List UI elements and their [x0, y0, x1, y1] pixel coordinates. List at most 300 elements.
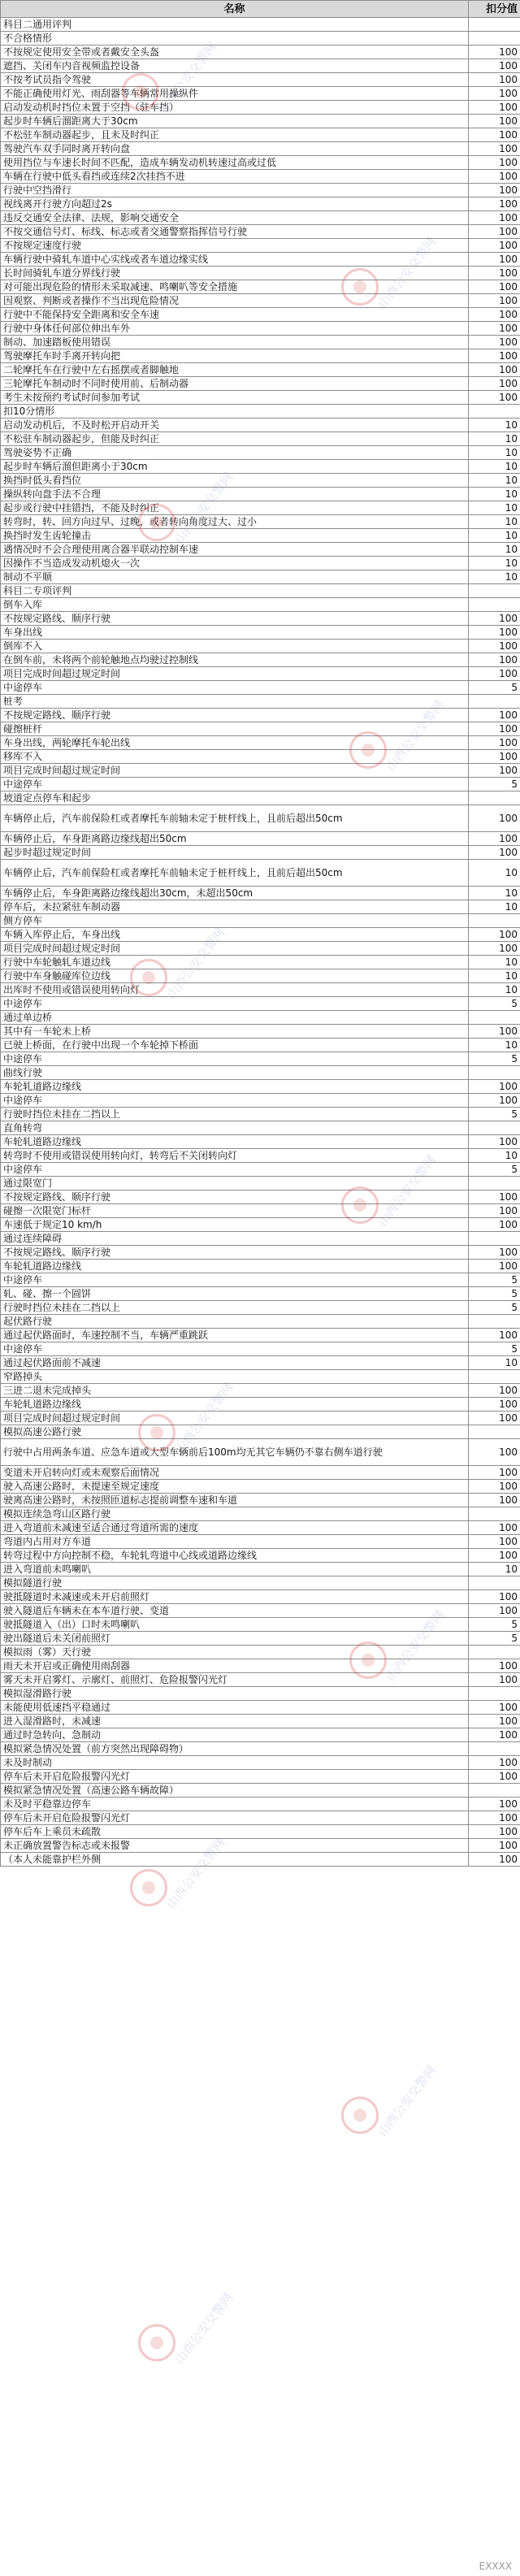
deduction-value: 100	[469, 1853, 520, 1867]
watermark-mark	[341, 2062, 440, 2186]
table-row	[1, 653, 520, 667]
deduction-value: 10	[469, 956, 520, 969]
table-row	[1, 983, 520, 997]
watermark-text: 山西公安交警网	[155, 39, 220, 116]
deduction-value: 100	[469, 1025, 520, 1039]
watermark-text: 山西公安交警网	[383, 1607, 448, 1685]
item-name: 操纵转向盘手法不合理	[1, 488, 469, 501]
deduction-value	[469, 1576, 520, 1590]
item-name: 车轮轧道路边缘线	[1, 1260, 469, 1273]
deduction-value: 100	[469, 184, 520, 197]
deduction-value: 5	[469, 681, 520, 695]
deduction-value: 100	[469, 280, 520, 294]
table-row	[1, 308, 520, 322]
item-name: 中途停车	[1, 1273, 469, 1287]
deduction-value: 100	[469, 1728, 520, 1742]
watermark-text: 山西公安交警网	[163, 1835, 228, 1912]
table-row	[1, 1439, 520, 1466]
deduction-value: 10	[469, 515, 520, 529]
item-name: 进入弯道前未减速至适合通过弯道所需的速度	[1, 1521, 469, 1535]
item-name: 未正确放置警告标志或未报警	[1, 1839, 469, 1853]
table-row	[1, 391, 520, 405]
item-name: 不按规定路线、顺序行驶	[1, 709, 469, 722]
table-row	[1, 101, 520, 115]
item-name: 不松驻车制动器起步，但能及时纠正	[1, 432, 469, 446]
section-title: 侧方停车	[1, 914, 469, 928]
table-row	[1, 253, 520, 267]
deduction-value: 100	[469, 612, 520, 626]
deduction-value: 100	[469, 1825, 520, 1839]
section-title: 坡道定点停车和起步	[1, 791, 469, 805]
table-row	[1, 1673, 520, 1687]
deduction-value: 10	[469, 1563, 520, 1576]
section-title: 模拟隧道行驶	[1, 1576, 469, 1590]
deduction-value	[469, 1066, 520, 1080]
item-name: 停车后，未拉紧驻车制动器	[1, 900, 469, 914]
table-row	[1, 1728, 520, 1742]
item-name: 行驶中车身触碰库位边线	[1, 969, 469, 983]
deduction-value: 100	[469, 46, 520, 59]
deduction-value: 100	[469, 73, 520, 87]
table-row	[1, 1039, 520, 1052]
table-row	[1, 432, 520, 446]
item-name: 三轮摩托车制动时不同时使用前、后制动器	[1, 377, 469, 391]
item-name: 因观察、判断或者操作不当出现危险情况	[1, 294, 469, 308]
table-row	[1, 1480, 520, 1494]
item-name: 换挡时发生齿轮撞击	[1, 529, 469, 543]
table-row	[1, 1163, 520, 1177]
deduction-value: 5	[469, 778, 520, 791]
item-name: 制动、加速踏板使用错误	[1, 336, 469, 349]
item-name: 驾驶姿势不正确	[1, 446, 469, 460]
section-title: 模拟紧急情况处置（前方突然出现障碍物）	[1, 1742, 469, 1756]
section-title: 模拟紧急情况处置（高速公路车辆故障）	[1, 1784, 469, 1798]
table-row	[1, 1398, 520, 1412]
table-row	[1, 570, 520, 584]
item-name: 车辆行驶中骑轧车道中心实线或者车道边缘实线	[1, 253, 469, 267]
deduction-value: 100	[469, 1384, 520, 1398]
police-seal-icon	[138, 2324, 176, 2361]
table-row	[1, 1590, 520, 1604]
section-row	[1, 914, 520, 928]
item-name: 车辆停止后，汽车前保险杠或者摩托车前轴未定于桩杆线上，且前后超出50cm	[1, 805, 469, 832]
section-row	[1, 1011, 520, 1025]
item-name: 对可能出现危险的情形未采取减速、鸣喇叭等安全措施	[1, 280, 469, 294]
item-name: 弯道内占用对方车道	[1, 1535, 469, 1549]
deduction-value: 100	[469, 267, 520, 280]
watermark-text: 山西公安交警网	[375, 1152, 440, 1229]
table-row	[1, 1094, 520, 1108]
section-title: 桩考	[1, 695, 469, 709]
item-name: 停车后未开启危险报警闪光灯	[1, 1770, 469, 1784]
table-row	[1, 1770, 520, 1784]
item-name: 长时间骑轧车道分界线行驶	[1, 267, 469, 280]
deduction-value: 10	[469, 529, 520, 543]
table-row	[1, 1618, 520, 1632]
item-name: 移库不入	[1, 750, 469, 764]
section-title: 科目二专项评判	[1, 584, 469, 598]
table-row	[1, 239, 520, 253]
section-row	[1, 1646, 520, 1659]
deduction-value: 10	[469, 446, 520, 460]
table-row	[1, 1535, 520, 1549]
deduction-value: 100	[469, 294, 520, 308]
table-row	[1, 115, 520, 128]
table-row	[1, 887, 520, 900]
column-header-score: 扣分值	[469, 1, 520, 18]
table-row	[1, 722, 520, 736]
watermark-text: 山西公安交警网	[375, 234, 440, 311]
item-name: 行驶中占用两条车道、应急车道或大型车辆前后100m均无其它车辆仍不靠右侧车道行驶	[1, 1439, 469, 1466]
deduction-value: 10	[469, 418, 520, 432]
table-row	[1, 1563, 520, 1576]
deduction-value	[469, 1507, 520, 1521]
deduction-value	[469, 1121, 520, 1135]
section-title: 模拟连续急弯山区路行驶	[1, 1507, 469, 1521]
watermark-text: 山西公安交警网	[375, 2062, 440, 2140]
deduction-value: 10	[469, 460, 520, 474]
deduction-value: 100	[469, 1135, 520, 1149]
table-row	[1, 1839, 520, 1853]
deduction-value: 100	[469, 1412, 520, 1425]
item-name: 车速低于规定10 km/h	[1, 1218, 469, 1232]
table-row	[1, 1494, 520, 1507]
section-row	[1, 1121, 520, 1135]
table-row	[1, 1218, 520, 1232]
table-row	[1, 128, 520, 142]
item-name: 车辆停止后，车身距离路边缘线超出50cm	[1, 832, 469, 846]
section-title: 曲线行驶	[1, 1066, 469, 1080]
footer-logo: EXXXX	[476, 2560, 515, 2573]
table-row	[1, 778, 520, 791]
section-row	[1, 18, 520, 32]
section-row	[1, 1232, 520, 1246]
deduction-value: 100	[469, 1659, 520, 1673]
section-title: 窄路掉头	[1, 1370, 469, 1384]
watermark-text: 山西公安交警网	[171, 2290, 236, 2367]
deduction-value	[469, 1742, 520, 1756]
table-row	[1, 418, 520, 432]
table-row	[1, 1549, 520, 1563]
deduction-value: 100	[469, 349, 520, 363]
item-name: 中途停车	[1, 778, 469, 791]
item-name: 中途停车	[1, 1342, 469, 1356]
deduction-value: 100	[469, 308, 520, 322]
table-row	[1, 1052, 520, 1066]
table-row	[1, 557, 520, 570]
table-row	[1, 846, 520, 860]
table-row	[1, 1604, 520, 1618]
table-row	[1, 294, 520, 308]
table-row	[1, 197, 520, 211]
deduction-value: 5	[469, 1273, 520, 1287]
item-name: 转弯过程中方向控制不稳，车轮轧弯道中心线或道路边缘线	[1, 1549, 469, 1563]
table-body	[1, 18, 520, 1867]
item-name: 行驶中空挡滑行	[1, 184, 469, 197]
section-title: 起伏路行驶	[1, 1315, 469, 1329]
deduction-value: 5	[469, 1163, 520, 1177]
item-name: 不按规定路线、顺序行驶	[1, 1246, 469, 1260]
table-row	[1, 1756, 520, 1770]
deduction-value: 100	[469, 1604, 520, 1618]
table-row	[1, 184, 520, 197]
item-name: 启动发动机时挡位未置于空挡（驻车挡）	[1, 101, 469, 115]
deduction-value: 100	[469, 1398, 520, 1412]
table-row	[1, 142, 520, 156]
item-name: 驶抵隧道入（出）口时未鸣喇叭	[1, 1618, 469, 1632]
table-row	[1, 1466, 520, 1480]
item-name: 停车后未开启危险报警闪光灯	[1, 1811, 469, 1825]
deduction-value: 10	[469, 1149, 520, 1163]
police-seal-icon	[341, 2097, 379, 2134]
deduction-value	[469, 1315, 520, 1329]
item-name: 不按考试员指令驾驶	[1, 73, 469, 87]
section-title: 模拟雨（雾）天行驶	[1, 1646, 469, 1659]
deduction-value: 100	[469, 667, 520, 681]
item-name: 车轮轧道路边缘线	[1, 1398, 469, 1412]
table-row	[1, 900, 520, 914]
table-row	[1, 1356, 520, 1370]
deduction-value: 10	[469, 557, 520, 570]
watermark-mark	[138, 2290, 236, 2413]
section-row	[1, 1576, 520, 1590]
section-title: 模拟高速公路行驶	[1, 1425, 469, 1439]
table-row	[1, 1715, 520, 1728]
item-name: 中途停车	[1, 997, 469, 1011]
deduction-value: 100	[469, 722, 520, 736]
item-name: 未能使用低速挡平稳通过	[1, 1701, 469, 1715]
deduction-value: 100	[469, 363, 520, 377]
item-name: 未及时制动	[1, 1756, 469, 1770]
deduction-value: 10	[469, 1039, 520, 1052]
deduction-value: 100	[469, 805, 520, 832]
item-name: 项目完成时间超过规定时间	[1, 764, 469, 778]
item-name: 行驶中身体任何部位伸出车外	[1, 322, 469, 336]
deduction-value: 10	[469, 887, 520, 900]
table-row	[1, 1412, 520, 1425]
table-row	[1, 336, 520, 349]
deduction-value: 5	[469, 997, 520, 1011]
deduction-value: 100	[469, 59, 520, 73]
deduction-value	[469, 1232, 520, 1246]
item-name: 已驶上桥面，在行驶中出现一个车轮掉下桥面	[1, 1039, 469, 1052]
deduction-value: 100	[469, 1329, 520, 1342]
deduction-value: 100	[469, 391, 520, 405]
table-row	[1, 73, 520, 87]
deduction-value: 100	[469, 377, 520, 391]
section-title: 通过连续障碍	[1, 1232, 469, 1246]
section-row	[1, 584, 520, 598]
deduction-value: 100	[469, 1480, 520, 1494]
deduction-value	[469, 584, 520, 598]
deduction-value: 100	[469, 1260, 520, 1273]
item-name: 起步时车辆后溜距离大于30cm	[1, 115, 469, 128]
item-name: 起步时超过规定时间	[1, 846, 469, 860]
deduction-value: 100	[469, 1811, 520, 1825]
deduction-value: 100	[469, 1535, 520, 1549]
deduction-value: 100	[469, 626, 520, 640]
item-name: 驶离高速公路时，未按照匝道标志提前调整车速和车道	[1, 1494, 469, 1507]
deduction-value: 100	[469, 115, 520, 128]
deduction-value: 100	[469, 1094, 520, 1108]
table-row	[1, 750, 520, 764]
deduction-value	[469, 1011, 520, 1025]
deduction-value: 100	[469, 336, 520, 349]
item-name: 停车后车上乘员未疏散	[1, 1825, 469, 1839]
section-row	[1, 1177, 520, 1190]
deduction-value: 100	[469, 197, 520, 211]
deduction-value: 100	[469, 1673, 520, 1687]
deduction-value: 100	[469, 170, 520, 184]
item-name: 项目完成时间超过规定时间	[1, 1412, 469, 1425]
item-name: 通过起伏路面前不减速	[1, 1356, 469, 1370]
table-row	[1, 612, 520, 626]
deduction-value: 100	[469, 253, 520, 267]
item-name: 碰擦桩杆	[1, 722, 469, 736]
table-row	[1, 1149, 520, 1163]
section-row	[1, 791, 520, 805]
table-row	[1, 709, 520, 722]
table-row	[1, 488, 520, 501]
deduction-value: 5	[469, 1342, 520, 1356]
item-name: 视线离开行驶方向超过2s	[1, 197, 469, 211]
deduction-value: 100	[469, 1770, 520, 1784]
table-row	[1, 997, 520, 1011]
item-name: 三进二退未完成掉头	[1, 1384, 469, 1398]
deduction-value: 100	[469, 239, 520, 253]
item-name: 不按规定速度行驶	[1, 239, 469, 253]
item-name: 未及时平稳靠边停车	[1, 1798, 469, 1811]
section-title: 不合格情形	[1, 32, 469, 46]
deduction-value	[469, 32, 520, 46]
item-name: 车轮轧道路边缘线	[1, 1080, 469, 1094]
section-row	[1, 695, 520, 709]
deduction-value	[469, 695, 520, 709]
item-name: 不按规定路线、顺序行驶	[1, 1190, 469, 1204]
table-row	[1, 1853, 520, 1867]
table-row	[1, 1798, 520, 1811]
item-name: 中途停车	[1, 1052, 469, 1066]
table-row	[1, 942, 520, 956]
deduction-value	[469, 1646, 520, 1659]
deduction-value: 5	[469, 1301, 520, 1315]
item-name: 不按交通信号灯、标线、标志或者交通警察指挥信号行驶	[1, 225, 469, 239]
deduction-value: 10	[469, 432, 520, 446]
item-name: 考生未按预约考试时间参加考试	[1, 391, 469, 405]
deduction-value: 10	[469, 488, 520, 501]
deduction-value: 100	[469, 211, 520, 225]
table-row	[1, 460, 520, 474]
item-name: 制动不平顺	[1, 570, 469, 584]
table-row	[1, 640, 520, 653]
section-row	[1, 1315, 520, 1329]
item-name: 行驶时挡位未挂在二挡以上	[1, 1301, 469, 1315]
item-name: 行驶中不能保持安全距离和安全车速	[1, 308, 469, 322]
item-name: 启动发动机后，不及时松开启动开关	[1, 418, 469, 432]
table-row	[1, 764, 520, 778]
deduction-value: 100	[469, 1839, 520, 1853]
table-row	[1, 1108, 520, 1121]
item-name: 倒库不入	[1, 640, 469, 653]
table-row	[1, 681, 520, 695]
item-name: 驾驶摩托车时手离开转向把	[1, 349, 469, 363]
column-header-name: 名称	[1, 1, 469, 18]
item-name: 驶入隧道后车辆未在本车道行驶、变道	[1, 1604, 469, 1618]
section-row	[1, 598, 520, 612]
deduction-value: 100	[469, 1701, 520, 1715]
item-name: 出库时不使用或错误使用转向灯	[1, 983, 469, 997]
item-name: 车身出线	[1, 626, 469, 640]
police-seal-icon	[130, 1869, 167, 1906]
item-name: 在倒车前，未将两个前轮触地点均驶过控制线	[1, 653, 469, 667]
table-row	[1, 1521, 520, 1535]
deduction-value	[469, 1425, 520, 1439]
table-row	[1, 626, 520, 640]
item-name: 通过时急转向、急制动	[1, 1728, 469, 1742]
deduction-value: 100	[469, 1521, 520, 1535]
table-row	[1, 1811, 520, 1825]
item-name: 换挡时低头看挡位	[1, 474, 469, 488]
table-row	[1, 501, 520, 515]
table-row	[1, 363, 520, 377]
deduction-value: 100	[469, 322, 520, 336]
table-row	[1, 211, 520, 225]
table-row	[1, 280, 520, 294]
item-name: 碰擦一次限宽门标杆	[1, 1204, 469, 1218]
section-title: 倒车入库	[1, 598, 469, 612]
table-row	[1, 225, 520, 239]
item-name: 中途停车	[1, 1094, 469, 1108]
item-name: （本人未能靠护栏外侧	[1, 1853, 469, 1867]
section-title: 科目二通用评判	[1, 18, 469, 32]
deduction-value: 100	[469, 928, 520, 942]
item-name: 起步或行驶中挂错挡，不能及时纠正	[1, 501, 469, 515]
table-row	[1, 860, 520, 887]
deduction-value: 100	[469, 1439, 520, 1466]
item-name: 驶入高速公路时，未提速至规定速度	[1, 1480, 469, 1494]
deduction-value: 10	[469, 543, 520, 557]
deduction-value: 100	[469, 1466, 520, 1480]
deduction-value: 100	[469, 128, 520, 142]
item-name: 车身出线，两轮摩托车轮出线	[1, 736, 469, 750]
deduction-value: 5	[469, 1287, 520, 1301]
table-row	[1, 956, 520, 969]
deduction-value: 100	[469, 101, 520, 115]
table-row	[1, 446, 520, 460]
deduction-value: 100	[469, 1218, 520, 1232]
deduction-value: 100	[469, 1204, 520, 1218]
table-row	[1, 1342, 520, 1356]
section-row	[1, 1425, 520, 1439]
deduction-value: 10	[469, 983, 520, 997]
table-row	[1, 1025, 520, 1039]
watermark-text: 山西公安交警网	[163, 925, 228, 1002]
item-name: 项目完成时间超过规定时间	[1, 942, 469, 956]
table-row	[1, 667, 520, 681]
section-row	[1, 1066, 520, 1080]
deduction-value: 100	[469, 1715, 520, 1728]
item-name: 二轮摩托车在行驶中左右摇摆或者脚触地	[1, 363, 469, 377]
deduction-value: 5	[469, 1618, 520, 1632]
table-row	[1, 543, 520, 557]
deduction-value: 100	[469, 1756, 520, 1770]
item-name: 不按规定路线、顺序行驶	[1, 612, 469, 626]
table-row	[1, 805, 520, 832]
table-row	[1, 1190, 520, 1204]
item-name: 中途停车	[1, 1163, 469, 1177]
item-name: 驾驶汽车双手同时离开转向盘	[1, 142, 469, 156]
table-row	[1, 529, 520, 543]
